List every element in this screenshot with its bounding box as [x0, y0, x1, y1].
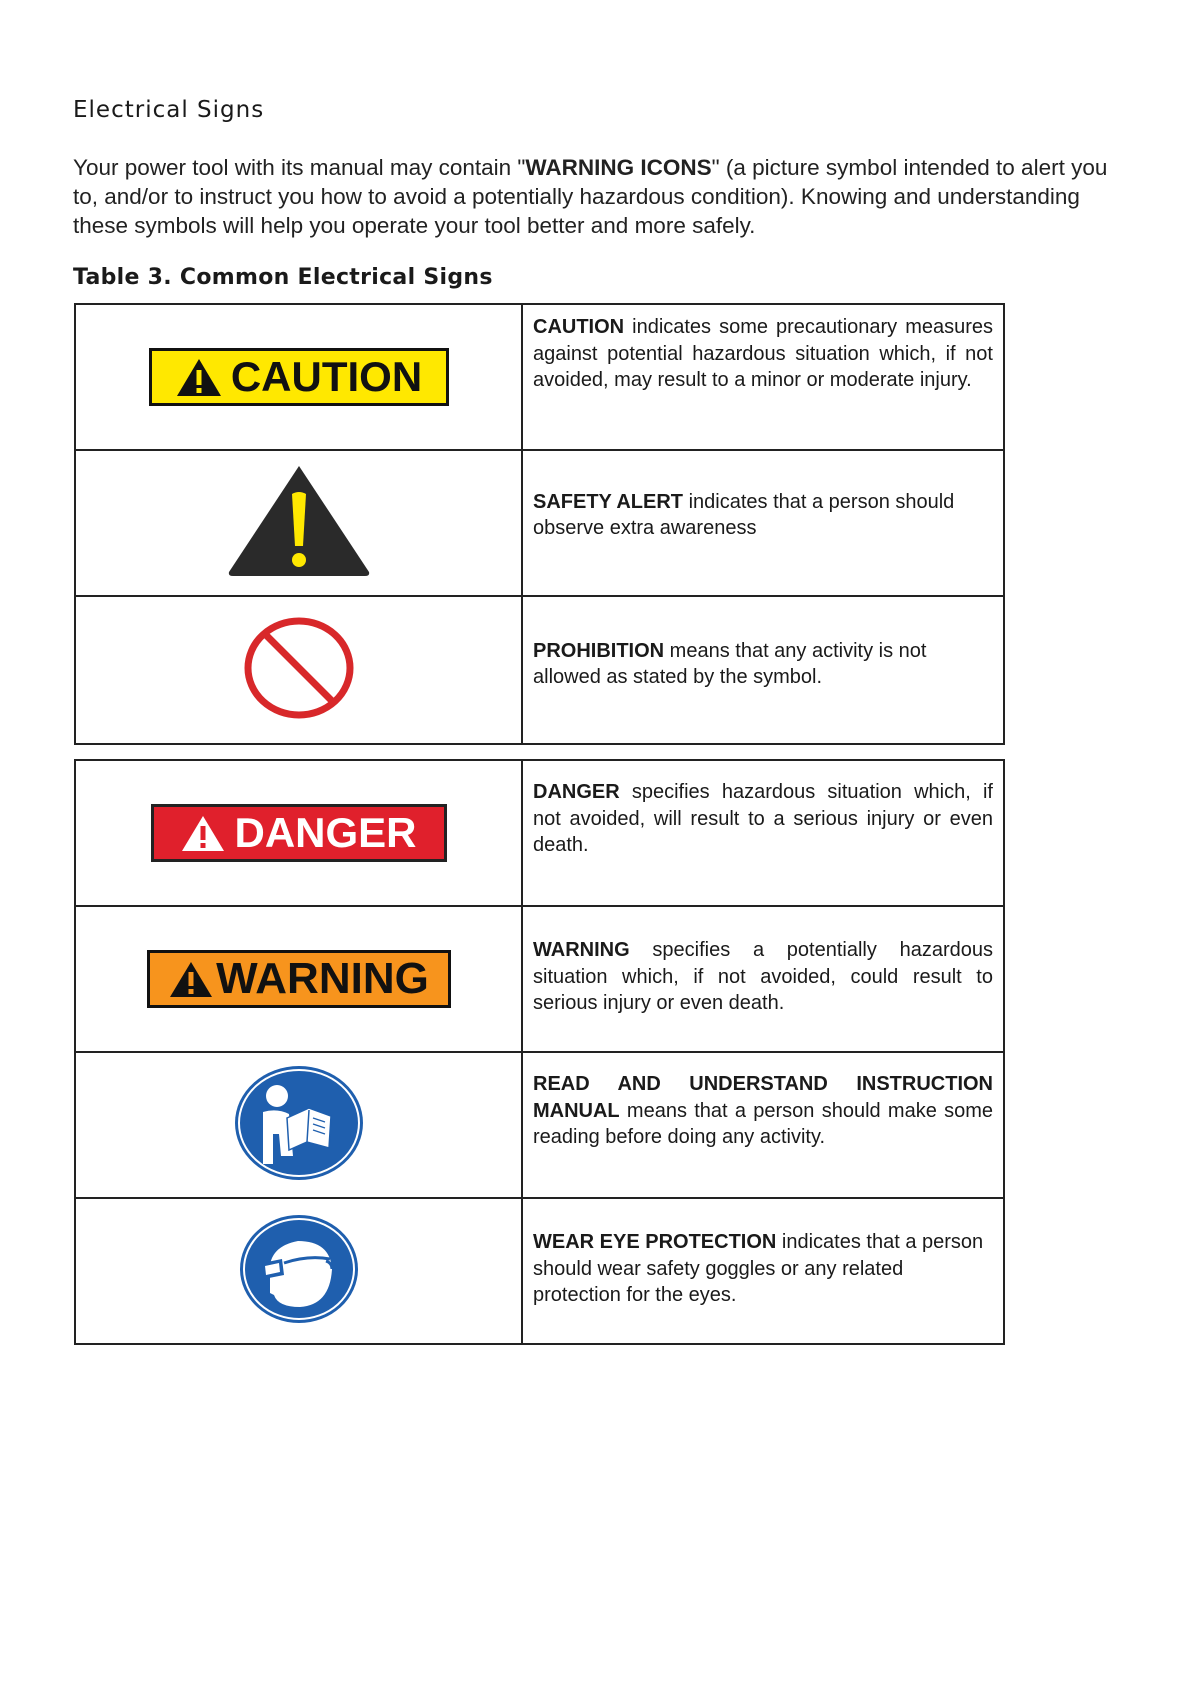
table-row — [75, 1198, 1004, 1344]
warning-sign-icon — [147, 950, 451, 1008]
table-row — [75, 596, 1004, 744]
sign-text: indicates some precautionary measures against potential hazardous situation which, if not avoided, may result to a minor or moderate injury. — [533, 316, 993, 391]
table-row — [75, 450, 1004, 596]
signs-table-part-1 — [74, 303, 1005, 745]
read-manual-icon — [233, 1064, 365, 1182]
sign-term: WEAR EYE PROTECTION — [533, 1231, 777, 1253]
sign-cell — [75, 304, 522, 450]
sign-cell — [75, 1052, 522, 1198]
sign-term: DANGER — [533, 781, 620, 803]
warning-triangle-icon — [180, 813, 226, 853]
caution-sign-icon — [149, 348, 449, 406]
sign-cell — [75, 906, 522, 1052]
table-row — [75, 1052, 1004, 1198]
sign-term: WARNING — [533, 939, 630, 961]
sign-description — [522, 1052, 1004, 1198]
sign-cell — [75, 1198, 522, 1344]
table-caption: Table 3. Common Electrical Signs — [73, 265, 493, 290]
sign-description — [522, 1198, 1004, 1344]
caution-banner-label: CAUTION — [230, 353, 423, 400]
table-row — [75, 304, 1004, 450]
prohibition-icon — [243, 616, 355, 720]
table-row — [75, 906, 1004, 1052]
table-row — [75, 760, 1004, 906]
danger-sign-icon — [151, 804, 447, 862]
sign-description — [522, 304, 1004, 450]
sign-text: indicates that a person should observe extra awareness — [533, 490, 955, 539]
page-heading: Electrical Signs — [73, 97, 265, 123]
sign-term: CAUTION — [533, 316, 625, 338]
sign-text: means that any activity is not allowed as stated by the symbol. — [533, 639, 927, 688]
sign-cell — [75, 760, 522, 906]
warning-triangle-icon — [175, 356, 223, 398]
sign-term: READ AND UNDERSTAND INSTRUCTION MANUAL — [533, 1073, 993, 1122]
sign-text: means that a person should make some reading before doing any activity. — [533, 1099, 993, 1148]
sign-term: PROHIBITION — [533, 639, 665, 662]
sign-cell — [75, 596, 522, 744]
sign-cell — [75, 450, 522, 596]
sign-description — [522, 596, 1004, 744]
danger-banner-label: DANGER — [234, 809, 417, 856]
sign-description — [522, 760, 1004, 906]
eye-protection-icon — [238, 1213, 360, 1325]
sign-text: indicates that a person should wear safety goggles or any related protection for the eyes. — [533, 1231, 984, 1306]
safety-alert-icon — [224, 462, 374, 580]
sign-term: SAFETY ALERT — [533, 490, 684, 513]
intro-paragraph — [73, 153, 1123, 240]
signs-table-part-2 — [74, 759, 1005, 1345]
intro-text-before: Your power tool with its manual may contain " — [73, 155, 526, 180]
sign-text: specifies hazardous situation which, if not avoided, will result to a serious injury or even death. — [533, 781, 993, 856]
warning-triangle-icon — [168, 959, 214, 999]
intro-text-after: " (a picture symbol intended to alert you to, and/or to instruct you how to avoid a potentially hazardous condition). Knowing and understanding these symbols will help you operate your tool better and more safely. — [73, 155, 1108, 238]
sign-text: specifies a potentially hazardous situation which, if not avoided, could result to serious injury or even death. — [533, 939, 993, 1014]
intro-emphasis: WARNING ICONS — [525, 155, 712, 180]
sign-description — [522, 906, 1004, 1052]
sign-description — [522, 450, 1004, 596]
warning-banner-label: WARNING — [216, 954, 429, 1003]
